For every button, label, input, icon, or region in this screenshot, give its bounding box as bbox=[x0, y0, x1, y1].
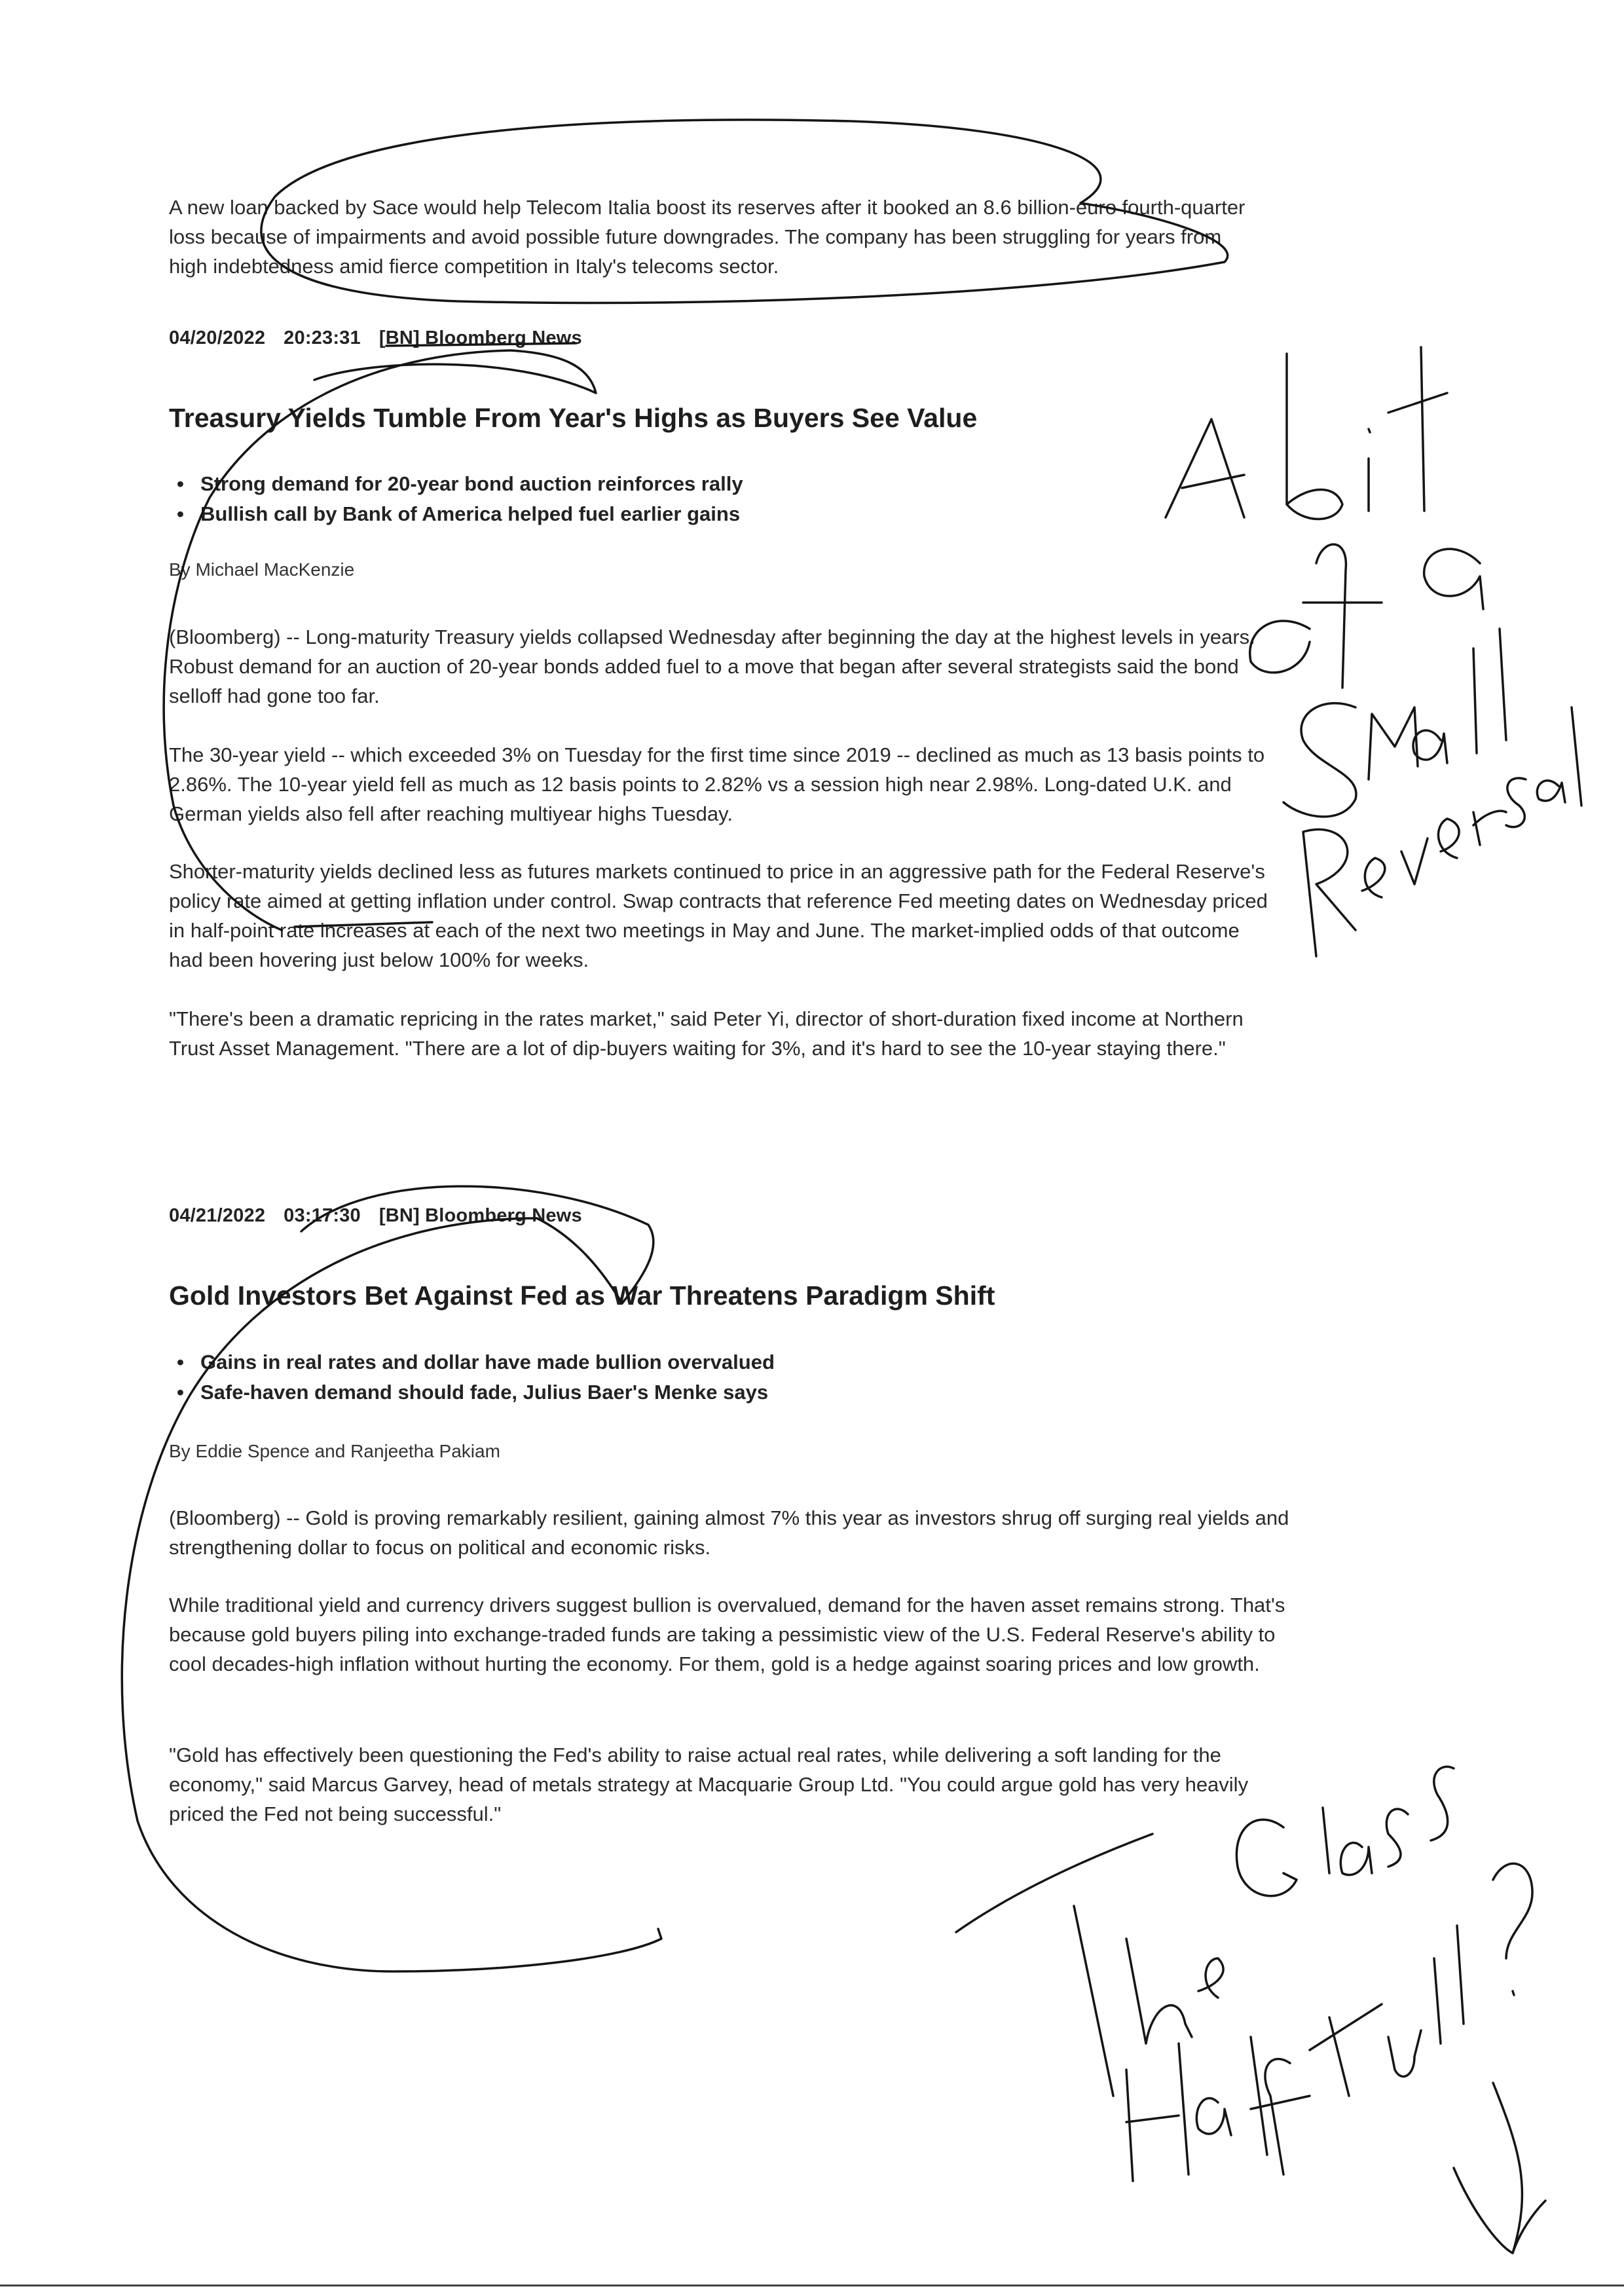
article-date: 04/20/2022 bbox=[169, 327, 266, 348]
article-byline: By Michael MacKenzie bbox=[169, 559, 355, 580]
article-gold-headline-wrap bbox=[169, 1280, 1282, 1311]
article-treasury-body-3 bbox=[169, 857, 1276, 975]
body-paragraph: "There's been a dramatic repricing in the rates market," said Peter Yi, director of short-duration fixed income at Northern Trust Asset Management. "There are a lot of dip-buyers waiting for 3%, and it's hard to see the 10-year staying there." bbox=[169, 1007, 1244, 1060]
handwriting-of-a bbox=[1250, 544, 1483, 688]
article-headline: Gold Investors Bet Against Fed as War Threatens Paradigm Shift bbox=[169, 1280, 995, 1311]
article-treasury-body-2 bbox=[169, 740, 1276, 829]
article-source: [BN] Bloomberg News bbox=[378, 327, 582, 348]
article-gold-bullets bbox=[169, 1347, 1151, 1408]
page-bottom-edge bbox=[0, 2285, 1624, 2286]
body-paragraph: Shorter-maturity yields declined less as futures markets continued to price in an aggressive path for the Federal Reserve's policy rate aimed at getting inflation under control. Swap contracts that reference Fed meeting dates on Wednesday priced in half-point rate increases at each of the next two meetings in May and June. The market-implied odds of that outcome had been hovering just below 100% for weeks. bbox=[169, 860, 1268, 971]
handwriting-small bbox=[1283, 629, 1506, 817]
article-time: 03:17:30 bbox=[284, 1205, 361, 1226]
handwriting-the bbox=[956, 1834, 1223, 2096]
article-gold bbox=[169, 1205, 1282, 1227]
article-gold-body-3 bbox=[169, 1740, 1295, 1829]
handwriting-bit bbox=[1287, 347, 1447, 519]
article-treasury-body bbox=[169, 622, 1276, 711]
article-meta bbox=[169, 327, 1282, 349]
article-gold-body bbox=[169, 1503, 1295, 1562]
handwriting-full bbox=[1310, 1926, 1464, 2096]
body-paragraph: (Bloomberg) -- Long-maturity Treasury yields collapsed Wednesday after beginning the day at the highest levels in years. Robust demand for an auction of 20-year bonds added fuel to a move that began after several strategists said the bond selloff had gone too far. bbox=[169, 625, 1255, 707]
article-treasury-bullets bbox=[169, 469, 1151, 529]
article-byline: By Eddie Spence and Ranjeetha Pakiam bbox=[169, 1441, 500, 1461]
article-time: 20:23:31 bbox=[284, 327, 361, 348]
article-treasury-byline-wrap bbox=[169, 559, 955, 580]
intro-section bbox=[169, 193, 1256, 281]
body-paragraph: While traditional yield and currency drivers suggest bullion is overvalued, demand for the haven asset remains strong. That's because gold buyers piling into exchange-traded funds are taking a pessimistic view of the U.S. Federal Reserve's ability to cool decades-high inflation without hurting the economy. For them, gold is a hedge against soaring prices and low growth. bbox=[169, 1594, 1285, 1675]
article-meta bbox=[169, 1205, 1282, 1227]
arrow-down-icon bbox=[1454, 2083, 1545, 2253]
bullet-item: • Gains in real rates and dollar have made bullion overvalued bbox=[169, 1347, 1151, 1377]
article-treasury-body-4 bbox=[169, 1004, 1276, 1063]
article-treasury bbox=[169, 327, 1282, 349]
handwriting-reversal bbox=[1303, 707, 1581, 956]
body-paragraph: The 30-year yield -- which exceeded 3% on Tuesday for the first time since 2019 -- declined as much as 13 basis points to 2.86%. The 10-year yield fell as much as 12 basis points to 2.82% vs a session high near 2.98%. Long-dated U.K. and German yields also fell after reaching multiyear highs Tuesday. bbox=[169, 743, 1265, 825]
article-gold-byline-wrap bbox=[169, 1441, 955, 1462]
bullet-item: • Safe-haven demand should fade, Julius Baer's Menke says bbox=[169, 1377, 1151, 1408]
handwriting-half bbox=[1126, 2037, 1310, 2181]
handwriting-a bbox=[1166, 419, 1244, 517]
article-date: 04/21/2022 bbox=[169, 1205, 266, 1226]
bullet-item: • Strong demand for 20-year bond auction reinforces rally bbox=[169, 469, 1151, 499]
article-treasury-headline-wrap bbox=[169, 403, 1282, 434]
body-paragraph: "Gold has effectively been questioning the Fed's ability to raise actual real rates, while delivering a soft landing for the economy," said Marcus Garvey, head of metals strategy at Macquarie Group Ltd. "You could argue gold has very heavily priced the Fed not being successful." bbox=[169, 1744, 1249, 1825]
article-source: [BN] Bloomberg News bbox=[378, 1205, 582, 1226]
article-gold-body-2 bbox=[169, 1590, 1295, 1679]
handwriting-question bbox=[1493, 1863, 1532, 1995]
body-paragraph: (Bloomberg) -- Gold is proving remarkably resilient, gaining almost 7% this year as investors shrug off surging real yields and strengthening dollar to focus on political and economic risks. bbox=[169, 1506, 1289, 1559]
article-headline: Treasury Yields Tumble From Year's Highs as Buyers See Value bbox=[169, 403, 978, 433]
bullet-item: • Bullish call by Bank of America helped fuel earlier gains bbox=[169, 499, 1151, 529]
intro-paragraph: A new loan backed by Sace would help Telecom Italia boost its reserves after it booked an 8.6 billion-euro fourth-quarter loss because of impairments and avoid possible future downgrades. The company has been struggling for years from high indebtedness amid fierce competition in Italy's telecoms sector. bbox=[169, 196, 1246, 278]
